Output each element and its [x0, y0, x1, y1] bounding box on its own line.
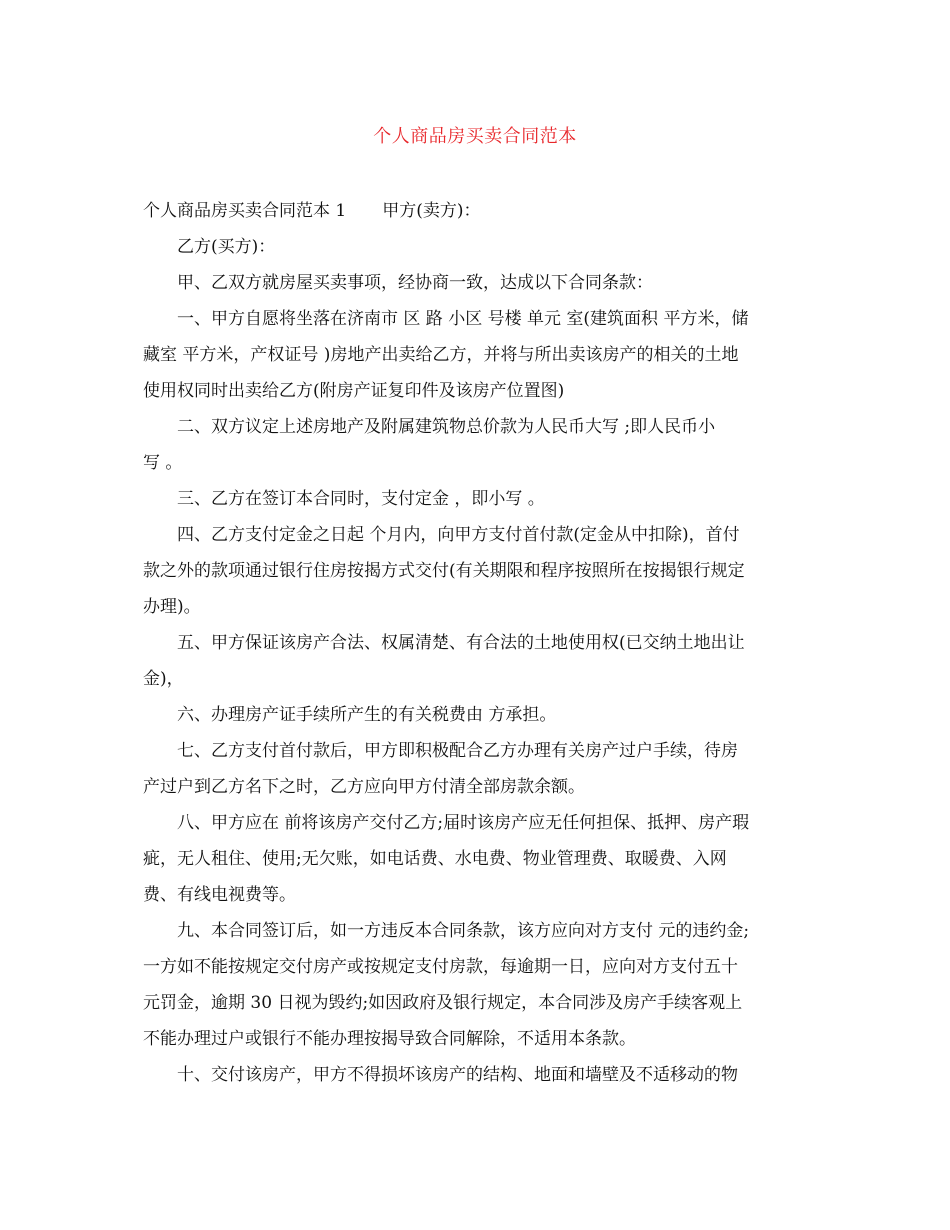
paragraph-line: 金)， [143, 669, 184, 689]
paragraph-line: 九、本合同签订后，如一方违反本合同条款，该方应向对方支付 元的违约金; [177, 921, 750, 941]
paragraph-line: 六、办理房产证手续所产生的有关税费由 方承担。 [177, 705, 557, 725]
paragraph-line: 不能办理过户或银行不能办理按揭导致合同解除，不适用本条款。 [143, 1029, 636, 1049]
paragraph-line: 乙方(买方)： [177, 237, 276, 257]
section-heading: 个人商品房买卖合同范本 1 [143, 201, 347, 221]
paragraph-line: 一方如不能按规定交付房产或按规定支付房款，每逾期一日，应向对方支付五十 [143, 957, 738, 977]
paragraph-line: 二、双方议定上述房地产及附属建筑物总价款为人民币大写 ;即人民币小 [177, 417, 716, 437]
paragraph-line: 藏室 平方米，产权证号 )房地产出卖给乙方，并将与所出卖该房产的相关的土地 [143, 345, 739, 365]
document-title: 个人商品房买卖合同范本 [373, 126, 577, 147]
paragraph-line: 费、有线电视费等。 [143, 885, 296, 905]
paragraph-line [143, 193, 811, 229]
paragraph-line: 甲、乙双方就房屋买卖事项，经协商一致，达成以下合同条款： [177, 273, 653, 293]
party-a-label: 甲方(卖方)： [382, 201, 481, 221]
paragraph-line: 七、乙方支付首付款后，甲方即积极配合乙方办理有关房产过户手续，待房 [177, 741, 738, 761]
paragraph-line: 八、甲方应在 前将该房产交付乙方;届时该房产应无任何担保、抵押、房产瑕 [177, 813, 750, 833]
paragraph-line: 五、甲方保证该房产合法、权属清楚、有合法的土地使用权(已交纳土地出让 [177, 633, 745, 653]
paragraph-line: 写 。 [143, 453, 183, 473]
paragraph-line: 款之外的款项通过银行住房按揭方式交付(有关期限和程序按照所在按揭银行规定 [143, 561, 745, 581]
paragraph-line: 使用权同时出卖给乙方(附房产证复印件及该房产位置图) [143, 381, 565, 401]
paragraph-line: 一、甲方自愿将坐落在济南市 区 路 小区 号楼 单元 室(建筑面积 平方米，储 [177, 309, 749, 329]
paragraph-line: 疵，无人租住、使用;无欠账，如电话费、水电费、物业管理费、取暖费、入网 [143, 849, 727, 869]
paragraph-line: 三、乙方在签订本合同时，支付定金 ，即小写 。 [177, 489, 545, 509]
paragraph-line: 元罚金，逾期 30 日视为毁约;如因政府及银行规定，本合同涉及房产手续客观上 [143, 993, 743, 1013]
paragraph-line: 四、乙方支付定金之日起 个月内，向甲方支付首付款(定金从中扣除)，首付 [177, 525, 740, 545]
paragraph-line: 十、交付该房产，甲方不得损坏该房产的结构、地面和墙壁及不适移动的物 [177, 1065, 738, 1085]
document-body [143, 193, 811, 1093]
paragraph-line: 产过户到乙方名下之时，乙方应向甲方付清全部房款余额。 [143, 777, 585, 797]
paragraph-line: 办理)。 [143, 597, 201, 617]
